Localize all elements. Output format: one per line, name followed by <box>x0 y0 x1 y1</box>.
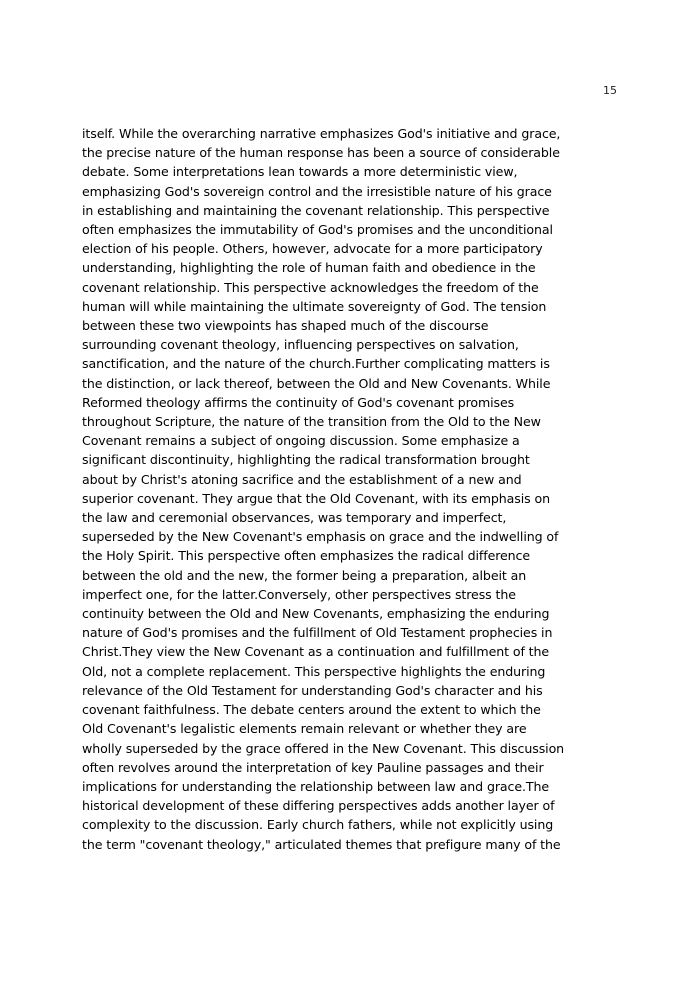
text-line: emphasizing God's sovereign control and the irresistible nature of his grace <box>82 183 552 199</box>
text-line: continuity between the Old and New Covenants, emphasizing the enduring <box>82 606 550 622</box>
text-line: debate. Some interpretations lean towards a more deterministic view, <box>82 164 518 180</box>
text-line: superseded by the New Covenant's emphasis on grace and the indwelling of <box>82 529 559 545</box>
text-line: covenant faithfulness. The debate centers around the extent to which the <box>82 702 541 718</box>
text-line: Reformed theology affirms the continuity of God's covenant promises <box>82 394 515 410</box>
text-line: understanding, highlighting the role of human faith and obedience in the <box>82 260 536 276</box>
text-line: Old, not a complete replacement. This perspective highlights the enduring <box>82 663 546 679</box>
text-line: the term "covenant theology," articulated themes that prefigure many of the <box>82 836 561 852</box>
text-line: between the old and the new, the former being a preparation, albeit an <box>82 567 527 583</box>
text-line: imperfect one, for the latter.Conversely, other perspectives stress the <box>82 586 516 602</box>
text-line: nature of God's promises and the fulfillment of Old Testament prophecies in <box>82 625 553 641</box>
text-line: historical development of these differing perspectives adds another layer of <box>82 798 555 814</box>
text-line: between these two viewpoints has shaped much of the discourse <box>82 318 489 334</box>
text-line: often revolves around the interpretation of key Pauline passages and their <box>82 759 544 775</box>
text-line: complexity to the discussion. Early church fathers, while not explicitly using <box>82 817 554 833</box>
text-line: the distinction, or lack thereof, between the Old and New Covenants. While <box>82 375 551 391</box>
text-line: human will while maintaining the ultimate sovereignty of God. The tension <box>82 298 547 314</box>
text-line: wholly superseded by the grace offered in the New Covenant. This discussion <box>82 740 565 756</box>
text-line: itself. While the overarching narrative emphasizes God's initiative and grace, <box>82 126 561 141</box>
text-line: in establishing and maintaining the covenant relationship. This perspective <box>82 202 550 218</box>
body-paragraph <box>82 124 618 854</box>
text-line: sanctification, and the nature of the church.Further complicating matters is <box>82 356 550 372</box>
text-line: surrounding covenant theology, influencing perspectives on salvation, <box>82 337 519 353</box>
text-line: often emphasizes the immutability of God's promises and the unconditional <box>82 222 553 238</box>
text-line: the precise nature of the human response has been a source of considerable <box>82 145 560 161</box>
text-line: significant discontinuity, highlighting the radical transformation brought <box>82 452 530 468</box>
text-line: Covenant remains a subject of ongoing discussion. Some emphasize a <box>82 433 520 449</box>
text-line: the Holy Spirit. This perspective often emphasizes the radical difference <box>82 548 531 564</box>
text-line: covenant relationship. This perspective acknowledges the freedom of the <box>82 279 539 295</box>
text-line: superior covenant. They argue that the Old Covenant, with its emphasis on <box>82 490 551 506</box>
text-line: relevance of the Old Testament for understanding God's character and his <box>82 682 543 698</box>
text-line: about by Christ's atoning sacrifice and the establishment of a new and <box>82 471 522 487</box>
text-line: Old Covenant's legalistic elements remain relevant or whether they are <box>82 721 527 737</box>
page-number: 15 <box>603 84 617 97</box>
text-line: Christ.They view the New Covenant as a continuation and fulfillment of the <box>82 644 550 660</box>
text-line: the law and ceremonial observances, was temporary and imperfect, <box>82 510 507 526</box>
text-line: implications for understanding the relationship between law and grace.The <box>82 778 550 794</box>
text-line: election of his people. Others, however, advocate for a more participatory <box>82 241 543 257</box>
text-line: throughout Scripture, the nature of the transition from the Old to the New <box>82 414 541 430</box>
